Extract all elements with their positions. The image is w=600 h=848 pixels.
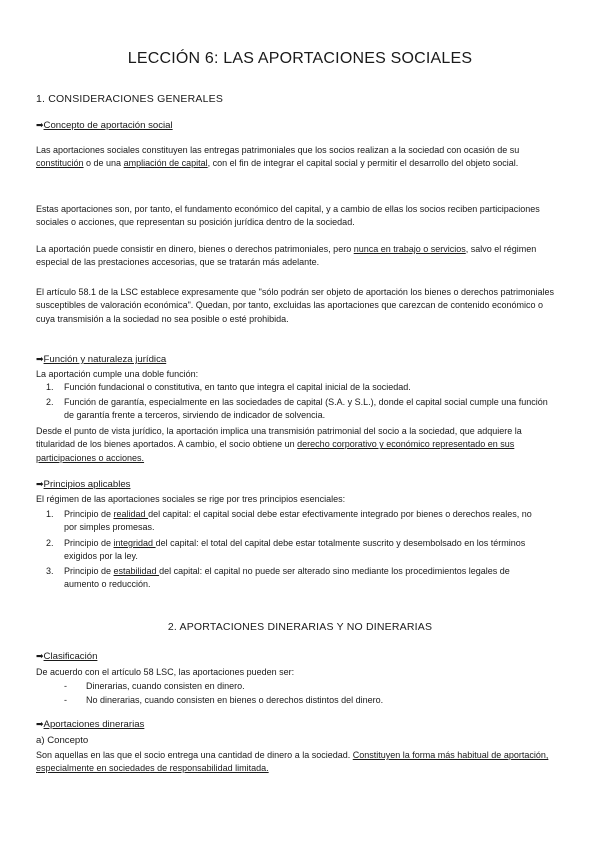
list-number: 1. [46, 382, 54, 392]
concepto-paragraph-3: La aportación puede consistir en dinero, bienes o derechos patrimoniales, pero nunca en trabajo o servicios, salvo el régimen especial de las prestaciones accesorias, que se tratarán más adelante. [36, 244, 537, 268]
arrow-right-icon: ➡ [36, 354, 44, 364]
list-number: 1. [46, 509, 54, 519]
principios-intro: El régimen de las aportaciones sociales se rige por tres principios esenciales: [36, 494, 346, 504]
section-2-heading: 2. APORTACIONES DINERARIAS Y NO DINERARIAS [167, 621, 433, 633]
funcion-heading: ➡Función y naturaleza jurídica [36, 354, 167, 365]
section-1-heading: 1. CONSIDERACIONES GENERALES [36, 93, 224, 105]
arrow-right-icon: ➡ [36, 719, 44, 729]
list-number: 3. [46, 566, 54, 576]
page-title: LECCIÓN 6: LAS APORTACIONES SOCIALES [127, 50, 473, 67]
principio-item-1: Principio de realidad del capital: el capital social debe estar efectivamente integrado por bienes o derechos reales, no por simples promesas. [64, 509, 532, 533]
funcion-paragraph: Desde el punto de vista jurídico, la aportación implica una transmisión patrimonial del socio a la sociedad, que adquiere la titularidad de los bienes aportados. A cambio, el socio obtiene un derecho corporativo y económico representado en sus participaciones o acciones. [36, 426, 522, 463]
funcion-item-2: Función de garantía, especialmente en las sociedades de capital (S.A. y S.L.), donde el capital social cumple una función de garantía frente a terceros, sirviendo de indicador de solvencia. [64, 397, 548, 421]
principio-item-3: Principio de estabilidad del capital: el capital no puede ser alterado sino mediante los procedimientos legales de aumento o reducción. [64, 566, 510, 590]
clasificacion-item-2: No dinerarias, cuando consisten en bienes o derechos distintos del dinero. [86, 695, 384, 705]
funcion-item-1: Función fundacional o constitutiva, en tanto que integra el capital inicial de la sociedad. [64, 382, 411, 392]
arrow-right-icon: ➡ [36, 651, 44, 661]
principio-item-2: Principio de integridad del capital: el total del capital debe estar totalmente suscrito y desembolsado en los términos exigidos por la ley. [64, 538, 526, 562]
dinerarias-subheading: a) Concepto [36, 735, 89, 746]
funcion-intro: La aportación cumple una doble función: [36, 369, 199, 379]
arrow-right-icon: ➡ [36, 479, 44, 489]
list-number: 2. [46, 397, 54, 407]
concepto-paragraph-1: Las aportaciones sociales constituyen las entregas patrimoniales que los socios realizan a la sociedad con ocasión de su constitución o de una ampliación de capital, con el fin de integrar el capital social y permitir el desarrollo del objeto social. [36, 145, 520, 169]
concepto-paragraph-2: Estas aportaciones son, por tanto, el fundamento económico del capital, y a cambio de ellas los socios reciben participaciones sociales o acciones, que representan su posición jurídica dentro de la sociedad. [36, 204, 540, 228]
principios-heading: ➡Principios aplicables [36, 479, 131, 490]
arrow-right-icon: ➡ [36, 120, 44, 130]
bullet-dash: - [64, 681, 67, 691]
dinerarias-paragraph: Son aquellas en las que el socio entrega una cantidad de dinero a la sociedad. Constituyen la forma más habitual de aportación, especialmente en sociedades de responsabilidad limitada. [36, 750, 549, 774]
dinerarias-heading: ➡Aportaciones dinerarias [36, 719, 145, 730]
bullet-dash: - [64, 695, 67, 705]
list-number: 2. [46, 538, 54, 548]
concepto-heading: ➡Concepto de aportación social [36, 120, 173, 131]
concepto-paragraph-4: El artículo 58.1 de la LSC establece expresamente que "sólo podrán ser objeto de aportación los bienes o derechos patrimoniales susceptibles de valoración económica". Quedan, por tanto, excluidas las aportaciones que carezcan de contenido económico o cuya transmisión a la sociedad no sea posible o esté prohibida. [36, 287, 555, 324]
clasificacion-intro: De acuerdo con el artículo 58 LSC, las aportaciones pueden ser: [36, 667, 295, 677]
clasificacion-item-1: Dinerarias, cuando consisten en dinero. [86, 681, 245, 691]
clasificacion-heading: ➡Clasificación [36, 651, 98, 662]
